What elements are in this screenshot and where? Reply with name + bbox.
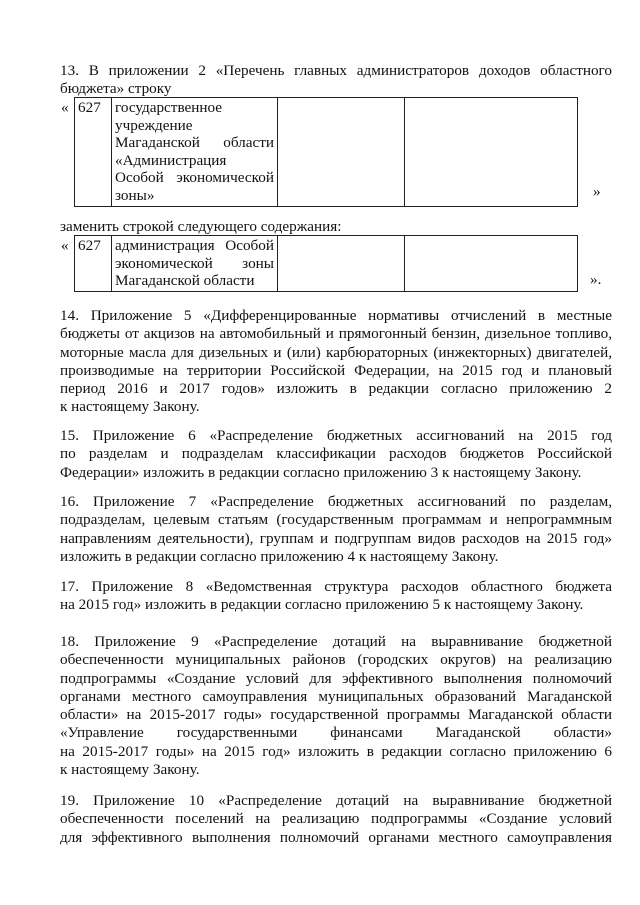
name-cell — [112, 236, 278, 292]
item-16-line: изложить в редакции согласно приложению 4 к настоящему Закону. — [60, 547, 499, 565]
item-15-line: по разделам и подразделам классификации расходов бюджетов Российской — [60, 445, 612, 463]
name-line: экономической зоны — [115, 254, 274, 272]
name-line: Особой экономической — [115, 169, 274, 187]
item-13 — [60, 62, 612, 99]
item-16-line: направлениям деятельности), группам и подгруппам видов расходов на 2015 год» — [60, 529, 612, 547]
item-15-line: 15. Приложение 6 «Распределение бюджетных ассигнований на 2015 год — [60, 427, 612, 444]
empty-cell — [405, 236, 578, 292]
item-14-line: производимые на территории Российской Федерации, на 2015 год и плановый — [60, 361, 612, 379]
item-18-line: подпрограммы «Создание условий для эффективного выполнения полномочий — [60, 669, 612, 687]
name-line: Магаданской области — [115, 134, 274, 152]
name-text — [115, 237, 274, 290]
item-16-line: 16. Приложение 7 «Распределение бюджетных ассигнований по разделам, — [60, 493, 612, 510]
name-line: государственное — [115, 99, 223, 116]
item-19-line: обеспеченности поселений на реализацию подпрограммы «Создание условий — [60, 810, 612, 828]
code-cell — [75, 98, 112, 207]
item-16-line: подразделам, целевым статьям (государственным программам и непрограммным — [60, 511, 612, 529]
item-14-line: период 2016 и 2017 годов» изложить в редакции согласно приложению 2 — [60, 380, 612, 398]
empty-cell — [278, 98, 405, 207]
table-old-row — [74, 97, 578, 207]
replace-text: заменить строкой следующего содержания: — [60, 218, 342, 235]
item-18-line: к настоящему Закону. — [60, 761, 200, 779]
table2-open-quote: « — [61, 237, 69, 254]
item-18-line: 18. Приложение 9 «Распределение дотаций на выравнивание бюджетной — [60, 633, 612, 650]
item-14-line: 14. Приложение 5 «Дифференцированные нормативы отчислений в местные — [60, 307, 612, 324]
item-17 — [60, 578, 612, 615]
table-new-row — [74, 235, 578, 292]
item-13-line: 13. В приложении 2 «Перечень главных администраторов доходов областного — [60, 62, 612, 79]
name-line: Магаданской области — [115, 272, 255, 290]
item-17-line: 17. Приложение 8 «Ведомственная структура расходов областного бюджета — [60, 578, 612, 595]
item-15-line: Федерации» изложить в редакции согласно приложению 3 к настоящему Закону. — [60, 463, 582, 481]
item-14-line: моторные масла для дизельных и (или) карбюраторных (инжекторных) двигателей, — [60, 343, 612, 361]
name-cell — [112, 98, 278, 207]
name-line: «Администрация — [115, 151, 227, 169]
empty-cell — [278, 236, 405, 292]
name-line: администрация Особой — [115, 237, 274, 254]
name-text — [115, 99, 274, 205]
item-19 — [60, 792, 612, 847]
item-18-line: «Управление государственными финансами Магаданской области» — [60, 724, 612, 742]
item-19-line: для эффективного выполнения полномочий органами местного самоуправления — [60, 828, 612, 846]
table1-close-quote: » — [593, 183, 601, 200]
name-line: зоны» — [115, 186, 155, 204]
item-14-line: бюджеты от акцизов на автомобильный и прямогонный бензин, дизельное топливо, — [60, 325, 612, 343]
item-19-line: 19. Приложение 10 «Распределение дотаций на выравнивание бюджетной — [60, 792, 612, 809]
item-18-line: органами местного самоуправления муниципальных образований Магаданской — [60, 687, 612, 705]
item-13-line: бюджета» строку — [60, 80, 172, 98]
code-cell — [75, 236, 112, 292]
item-15 — [60, 427, 612, 482]
table1-open-quote: « — [61, 99, 69, 116]
code-text: 627 — [78, 99, 101, 116]
item-17-line: на 2015 год» изложить в редакции согласно приложению 5 к настоящему Закону. — [60, 596, 584, 614]
item-14 — [60, 307, 612, 417]
item-16 — [60, 493, 612, 566]
name-line: учреждение — [115, 116, 193, 134]
table2-close-quote: ». — [590, 271, 602, 288]
code-text: 627 — [78, 237, 101, 254]
item-18-line: области» на 2015-2017 годы» государственной программы Магаданской области — [60, 706, 612, 724]
item-18-line: на 2015-2017 годы» на 2015 год» изложить в редакции согласно приложению 6 — [60, 742, 612, 760]
item-14-line: к настоящему Закону. — [60, 398, 200, 416]
item-18 — [60, 633, 612, 779]
empty-cell — [405, 98, 578, 207]
item-18-line: обеспеченности муниципальных районов (городских округов) на реализацию — [60, 651, 612, 669]
